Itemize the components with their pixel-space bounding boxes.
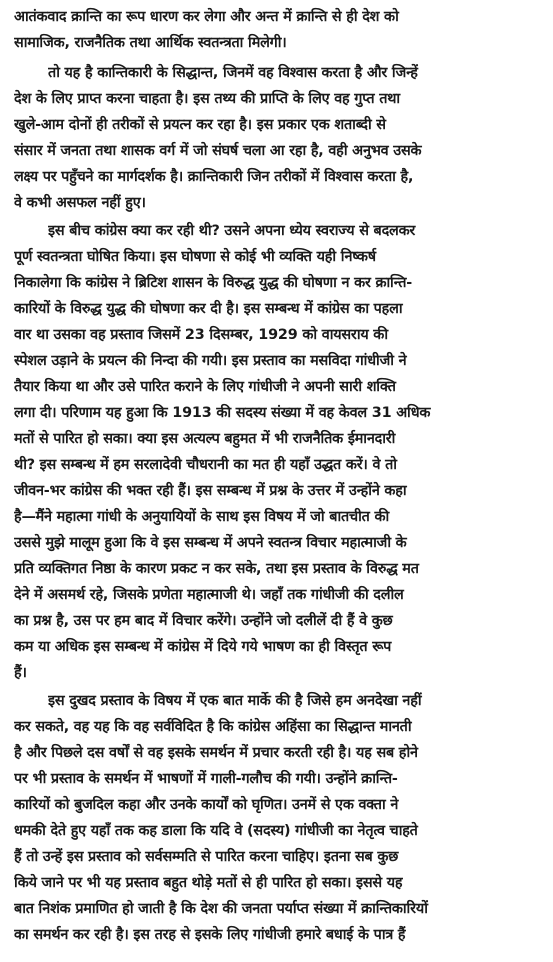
text-line: लक्ष्य पर पहुँचने का मार्गदर्शक है। क्रान्तिकारी जिन तरीकों में विश्वास करता है, — [14, 169, 414, 185]
text-line: उससे मुझे मालूम हुआ कि वे इस सम्बन्ध में अपने स्वतन्त्र विचार महात्माजी के — [14, 535, 407, 551]
text-line: लगा दी। परिणाम यह हुआ कि 1913 की सदस्य संख्या में वह केवल 31 अधिक — [14, 405, 431, 421]
text-line: वार था उसका वह प्रस्ताव जिसमें 23 दिसम्बर, 1929 को वायसराय की — [14, 327, 388, 343]
text-line: पूर्ण स्वतन्त्रता घोषित किया। इस घोषणा से कोई भी व्यक्ति यही निष्कर्ष — [14, 249, 376, 265]
text-line: का समर्थन कर रही है। इस तरह से इसके लिए गांधीजी हमारे बधाई के पात्र हैं — [14, 927, 406, 943]
text-line: कम या अधिक इस सम्बन्ध में कांग्रेस में दिये गये भाषण का ही विस्तृत रूप — [14, 639, 392, 655]
text-line: आतंकवाद क्रान्ति का रूप धारण कर लेगा और अन्त में क्रान्ति से ही देश को — [14, 9, 399, 25]
text-line: किये जाने पर भी यह प्रस्ताव बहुत थोड़े मतों से ही पारित हो सका। इससे यह — [14, 875, 403, 891]
text-line: पर भी प्रस्ताव के समर्थन में भाषणों में गाली-गलौच की गयी। उन्होंने क्रान्ति- — [14, 771, 398, 787]
text-line: वे कभी असफल नहीं हुए। — [14, 195, 146, 211]
text-line: इस बीच कांग्रेस क्या कर रही थी? उसने अपना ध्येय स्वराज्य से बदलकर — [48, 223, 416, 239]
text-line: निकालेगा कि कांग्रेस ने ब्रिटिश शासन के विरुद्ध युद्ध की घोषणा न कर क्रान्ति- — [14, 275, 412, 291]
text-line: देने में असमर्थ रहे, जिसके प्रणेता महात्माजी थे। जहाँ तक गांधीजी की दलील — [14, 587, 404, 603]
text-line: देश के लिए प्राप्त करना चाहता है। इस तथ्य की प्राप्ति के लिए वह गुप्त तथा — [14, 91, 400, 107]
text-line: खुले-आम दोनों ही तरीकों से प्रयत्न कर रहा है। इस प्रकार एक शताब्दी से — [14, 117, 386, 133]
text-line: थी? इस सम्बन्ध में हम सरलादेवी चौधरानी का मत ही यहाँ उद्धत करें। वे तो — [14, 457, 397, 473]
text-line: तो यह है कान्तिकारी के सिद्धान्त, जिनमें वह विश्वास करता है और जिन्हें — [48, 65, 418, 81]
text-line: कारियों के विरुद्ध युद्ध की घोषणा कर दी है। इस सम्बन्ध में कांग्रेस का पहला — [14, 301, 403, 317]
text-line: हैं तो उन्हें इस प्रस्ताव को सर्वसम्मति से पारित करना चाहिए। इतना सब कुछ — [14, 849, 399, 865]
text-line: बात निशंक प्रमाणित हो जाती है कि देश की जनता पर्याप्त संख्या में क्रान्तिकारियों — [14, 901, 428, 917]
text-line: हैं। — [14, 665, 27, 681]
text-line: प्रति व्यक्तिगत निष्ठा के कारण प्रकट न कर सके, तथा इस प्रस्ताव के विरुद्ध मत — [14, 561, 419, 577]
text-line: मतों से पारित हो सका। क्या इस अत्यल्प बहुमत में भी राजनैतिक ईमानदारी — [14, 431, 396, 447]
text-line: कारियों को बुजदिल कहा और उनके कार्यों को घृणित। उनमें से एक वक्ता ने — [14, 797, 399, 813]
text-line: है—मैंने महात्मा गांधी के अनुयायियों के साथ इस विषय में जो बातचीत की — [14, 509, 390, 525]
text-line: इस दुखद प्रस्ताव के विषय में एक बात मार्के की है जिसे हम अनदेखा नहीं — [48, 693, 422, 709]
text-line: स्पेशल उड़ाने के प्रयत्न की निन्दा की गयी। इस प्रस्ताव का मसविदा गांधीजी ने — [14, 353, 407, 369]
text-line: संसार में जनता तथा शासक वर्ग में जो संघर्ष चला आ रहा है, वही अनुभव उसके — [14, 143, 422, 159]
text-line: का प्रश्न है, उस पर हम बाद में विचार करेंगे। उन्होंने जो दलीलें दी हैं वे कुछ — [14, 613, 393, 629]
text-line: है और पिछले दस वर्षों से वह इसके समर्थन में प्रचार करती रही है। यह सब होने — [14, 745, 418, 761]
text-line: कर सकते, वह यह कि वह सर्वविदित है कि कांग्रेस अहिंसा का सिद्धान्त मानती — [14, 719, 412, 735]
text-line: तैयार किया था और उसे पारित कराने के लिए गांधीजी ने अपनी सारी शक्ति — [14, 379, 396, 395]
text-line: सामाजिक, राजनैतिक तथा आर्थिक स्वतन्त्रता मिलेगी। — [14, 35, 287, 51]
text-line: धमकी देते हुए यहाँ तक कह डाला कि यदि वे (सदस्य) गांधीजी का नेतृत्व चाहते — [14, 823, 418, 839]
text-line: जीवन-भर कांग्रेस की भक्त रही हैं। इस सम्बन्ध में प्रश्न के उत्तर में उन्होंने कहा — [14, 483, 407, 499]
